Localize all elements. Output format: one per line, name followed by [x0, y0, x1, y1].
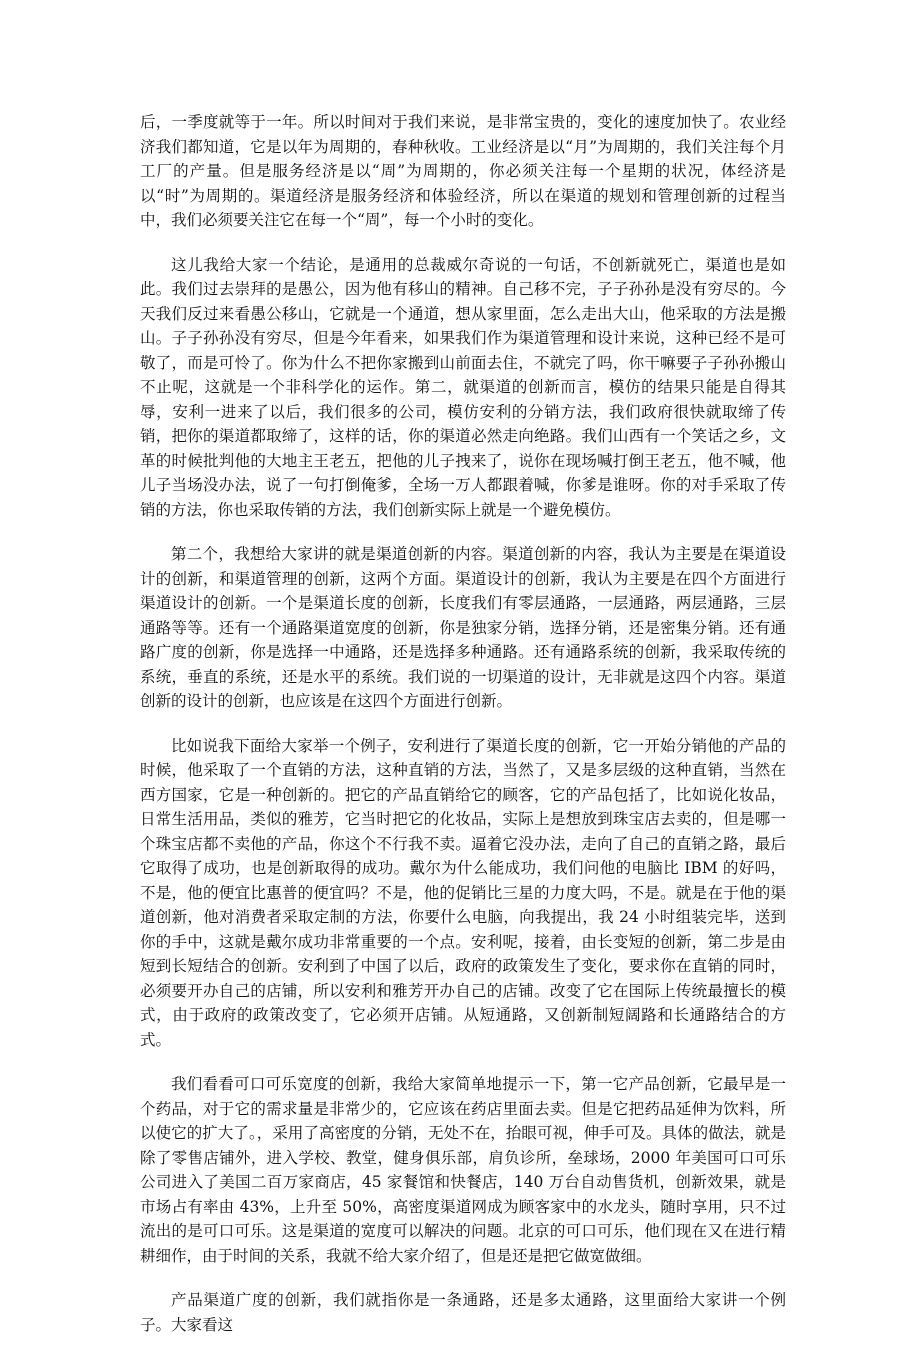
document-page — [140, 110, 786, 1357]
paragraph-5: 我们看看可口可乐宽度的创新，我给大家简单地提示一下，第一它产品创新，它最早是一个药品，对于它的需求量是非常少的，它应该在药店里面去卖。但是它把药品延伸为饮料，所以使它的扩大了。，采用了高密度的分销，无处不在，抬眼可视，伸手可及。具体的做法，就是除了零售店铺外，进入学校、教堂，健身俱乐部，肩负诊所，垒球场，2000 年美国可口可乐公司进入了美国二百万家商店，45 家餐馆和快餐店，140 万台自动售货机，创新效果，就是市场占有率由 43%，上升至 50%，高密度渠道网成为顾客家中的水龙头，随时享用，只不过流出的是可口可乐。这是渠道的宽度可以解决的问题。北京的可口可乐，他们现在又在进行精耕细作，由于时间的关系，我就不给大家介绍了，但是还是把它做宽做细。 — [140, 1075, 786, 1265]
paragraph-1: 后，一季度就等于一年。所以时间对于我们来说，是非常宝贵的，变化的速度加快了。农业经济我们都知道，它是以年为周期的，春种秋收。工业经济是以“月”为周期的，我们关注每个月工厂的产量。但是服务经济是以“周”为周期的，你必须关注每一个星期的状况，体经济是以“时”为周期的。渠道经济是服务经济和体验经济，所以在渠道的规划和管理创新的过程当中，我们必须要关注它在每一个“周”，每一个小时的变化。 — [140, 113, 786, 229]
paragraph-6: 产品渠道广度的创新，我们就指你是一条通路，还是多太通路，这里面给大家讲一个例子。大家看这 — [140, 1291, 786, 1334]
paragraph-4: 比如说我下面给大家举一个例子，安利进行了渠道长度的创新，它一开始分销他的产品的时候，他采取了一个直销的方法，这种直销的方法，当然了，又是多层级的这种直销，当然在西方国家，它是一种创新的。把它的产品直销给它的顾客，它的产品包括了，比如说化妆品，日常生活用品，类似的雅芳，它当时把它的化妆品，实际上是想放到珠宝店去卖的，但是哪一个珠宝店都不卖他的产品，你这个不行我不卖。逼着它没办法，走向了自己的直销之路，最后它取得了成功，也是创新取得的成功。戴尔为什么能成功，我们问他的电脑比 IBM 的好吗，不是，他的便宜比惠普的便宜吗？不是，他的促销比三星的力度大吗，不是。就是在于他的渠道创新，他对消费者采取定制的方法，你要什么电脑，向我提出，我 24 小时组装完毕，送到你的手中，这就是戴尔成功非常重要的一个点。安利呢，接着，由长变短的创新，第二步是由短到长短结合的创新。安利到了中国了以后，政府的政策发生了变化，要求你在直销的同时，必须要开办自己的店铺，所以安利和雅芳开办自己的店铺。改变了它在国际上传统最擅长的模式，由于政府的政策改变了，它必须开店铺。从短通路，又创新制短阔路和长通路结合的方式。 — [140, 736, 786, 1049]
paragraph-3: 第二个，我想给大家讲的就是渠道创新的内容。渠道创新的内容，我认为主要是在渠道设计的创新，和渠道管理的创新，这两个方面。渠道设计的创新，我认为主要是在四个方面进行渠道设计的创新。一个是渠道长度的创新，长度我们有零层通路，一层通路，两层通路，三层通路等等。还有一个通路渠道宽度的创新，你是独家分销，选择分销，还是密集分销。还有通路广度的创新，你是选择一中通路，还是选择多种通路。还有通路系统的创新，我采取传统的系统，垂直的系统，还是水平的系统。我们说的一切渠道的设计，无非就是这四个内容。渠道创新的设计的创新，也应该是在这四个方面进行创新。 — [140, 545, 786, 710]
paragraph-2: 这儿我给大家一个结论，是通用的总裁威尔奇说的一句话，不创新就死亡，渠道也是如此。我们过去崇拜的是愚公，因为他有移山的精神。自己移不完，子子孙孙是没有穷尽的。今天我们反过来看愚公移山，它就是一个通道，想从家里面，怎么走出大山，他采取的方法是搬山。子子孙孙没有穷尽，但是今年看来，如果我们作为渠道管理和设计来说，这种已经不是可敬了，而是可怜了。你为什么不把你家搬到山前面去住，不就完了吗，你干嘛要子子孙孙搬山不止呢，这就是一个非科学化的运作。第二，就渠道的创新而言，模仿的结果只能是自得其辱，安利一进来了以后，我们很多的公司，模仿安利的分销方法，我们政府很快就取缔了传销，把你的渠道都取缔了，这样的话，你的渠道必然走向绝路。我们山西有一个笑话之乡，文革的时候批判他的大地主王老五，把他的儿子拽来了，说你在现场喊打倒王老五，他不喊，他儿子当场没办法，说了一句打倒俺爹，全场一万人都跟着喊，你爹是谁呀。你的对手采取了传销的方法，你也采取传销的方法，我们创新实际上就是一个避免模仿。 — [140, 255, 786, 519]
